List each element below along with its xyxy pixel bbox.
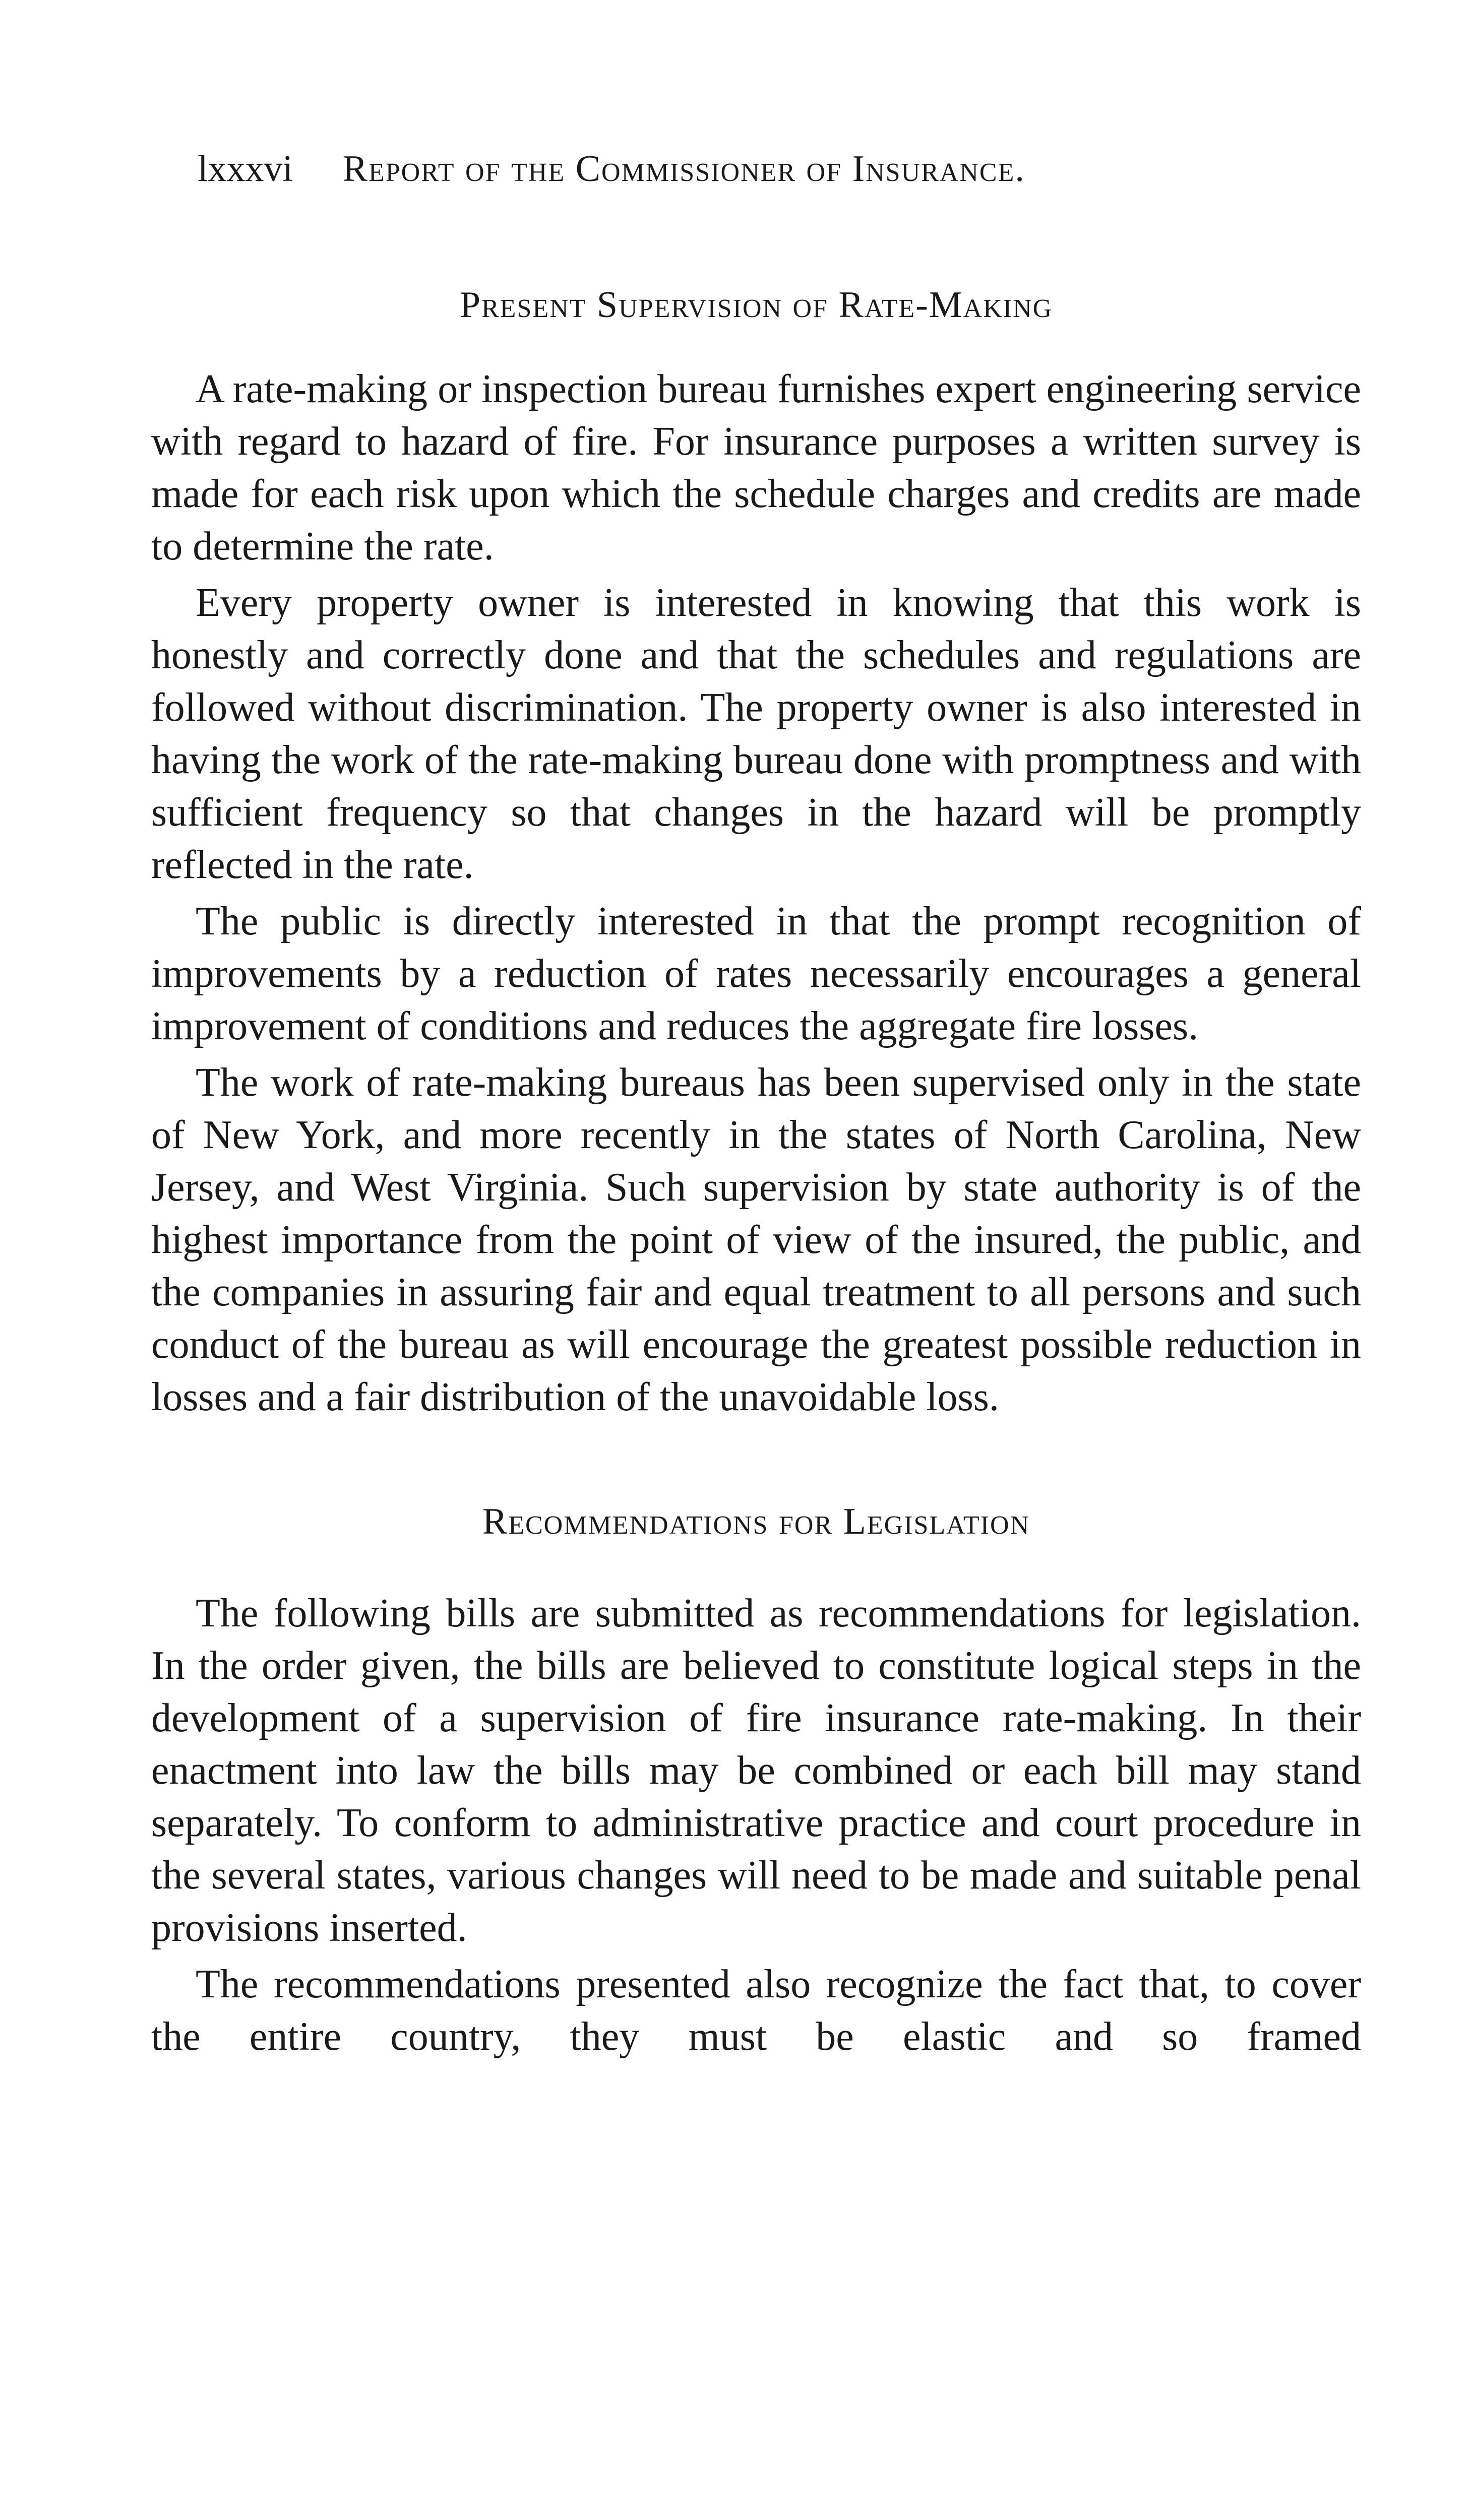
paragraph: A rate-making or inspection bureau furnishes expert engineering service with regard to hazard of fire. For insurance purposes a written survey is made for each risk upon which the schedule charges and credits are made to determine the rate. [151,367,1361,569]
body-text [151,282,1361,2067]
paragraph: Every property owner is interested in knowing that this work is honestly and correctly done and that the schedules and regulations are followed without discrimination. The property owner is also interested in having the work of the rate-making bureau done with promptness and with sufficient frequency so that changes in the hazard will be promptly reflected in the rate. [151,581,1361,887]
running-title: Report of the Commissioner of Insurance. [342,148,1025,190]
section-heading-recommendations: Recommendations for Legislation [482,1501,1030,1542]
paragraph: The public is directly interested in that the prompt recognition of improvements by a reduction of rates necessarily encourages a general improvement of conditions and reduces the aggregate fire losses. [151,899,1361,1048]
running-head [198,146,1357,192]
paragraph: The recommendations presented also recognize the fact that, to cover the entire country, they must be elastic and so framed [151,1962,1361,2059]
paragraph: The following bills are submitted as recommendations for legislation. In the order given, the bills are believed to constitute logical steps in the development of a supervision of fire insurance rate-making. In their enactment into law the bills may be combined or each bill may stand separately. To conform to administrative practice and court procedure in the several states, various changes will need to be made and suitable penal provisions inserted. [151,1591,1361,1950]
page-number: lxxxvi [198,148,293,190]
paragraph: The work of rate-making bureaus has been supervised only in the state of New York, and more recently in the states of North Carolina, New Jersey, and West Virginia. Such supervision by state authority is of the highest importance from the point of view of the insured, the public, and the companies in assuring fair and equal treatment to all persons and such conduct of the bureau as will encourage the greatest possible reduction in losses and a fair distribution of the unavoidable loss. [151,1060,1361,1419]
section-heading-present-supervision: Present Supervision of Rate-Making [459,284,1053,326]
